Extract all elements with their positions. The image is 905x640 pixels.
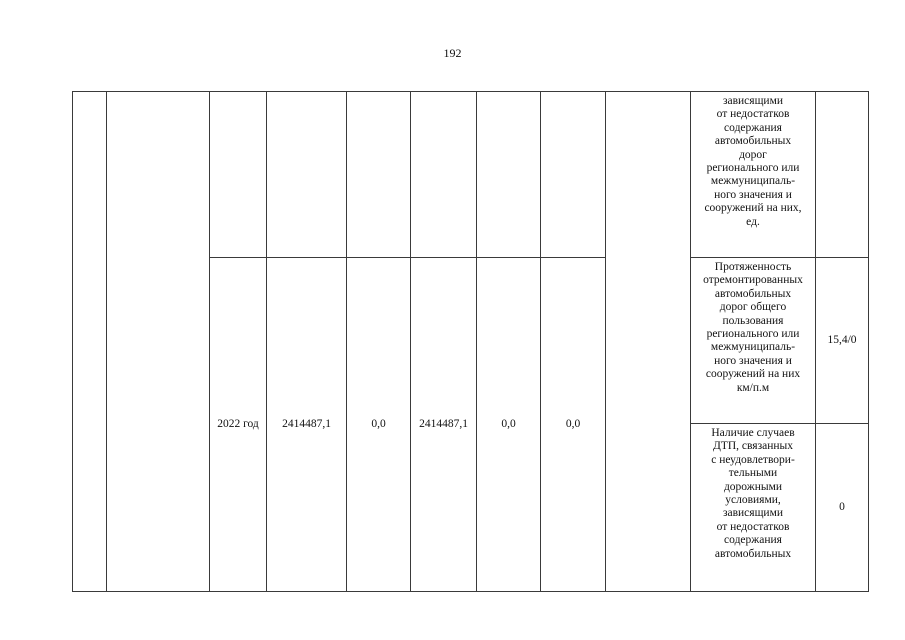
cell-number [73, 92, 107, 592]
cell-total: 2414487,1 [267, 258, 347, 592]
cell-regional: 2414487,1 [411, 258, 477, 592]
indicator-value-3: 0 [816, 424, 869, 592]
cell-year: 2022 год [210, 258, 267, 592]
cell-total-empty [267, 92, 347, 258]
cell-federal: 0,0 [347, 258, 411, 592]
program-table [72, 91, 869, 592]
indicator-cell-2: Протяженность отремонтированных автомобильных дорог общего пользования регионального или межмуниципаль- ного значения и сооружений на них км/п.м [691, 258, 816, 424]
page-number: 192 [443, 46, 462, 60]
indicator-cell-3: Наличие случаев ДТП, связанных с неудовлетвори- тельными дорожными условиями, зависящими от недостатков содержания автомобильных [691, 424, 816, 592]
indicator-value-1 [816, 92, 869, 258]
cell-local-empty [477, 92, 541, 258]
cell-event-name [107, 92, 210, 592]
table-row-1 [73, 92, 869, 258]
cell-local: 0,0 [477, 258, 541, 592]
cell-other: 0,0 [541, 258, 606, 592]
cell-regional-empty [411, 92, 477, 258]
indicator-value-2: 15,4/0 [816, 258, 869, 424]
cell-year-empty [210, 92, 267, 258]
cell-federal-empty [347, 92, 411, 258]
cell-other-empty [541, 92, 606, 258]
indicator-cell-1: зависящими от недостатков содержания автомобильных дорог регионального или межмуниципаль- ного значения и сооружений на них, ед. [691, 92, 816, 258]
cell-executor [606, 92, 691, 592]
